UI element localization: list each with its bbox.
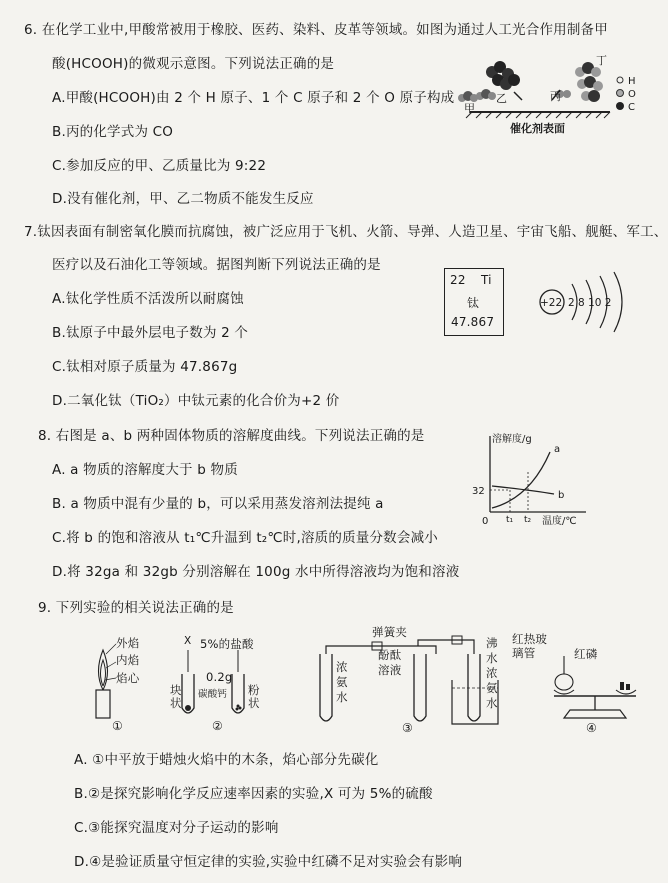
- x-axis-label: 温度/℃: [542, 516, 577, 527]
- label-phenolphthalein: 酚酞溶液: [378, 648, 402, 677]
- label-outer-flame: 外焰: [116, 636, 140, 650]
- flame-outer: [99, 650, 108, 690]
- q6-stem-line1: 6. 在化学工业中,甲酸常被用于橡胶、医药、染料、皮革等领域。如图为通过人工光合作用制备甲: [24, 22, 608, 38]
- nucleus-charge: +22: [540, 297, 563, 309]
- titanium-atom-structure: [528, 270, 640, 334]
- curve-a: [492, 452, 550, 508]
- label-spring-clip: 弹簧夹: [372, 625, 408, 639]
- solubility-curve-graph: [470, 428, 600, 528]
- tube-ammonia-2: [468, 654, 480, 721]
- q9-option-c: C.③能探究温度对分子运动的影响: [74, 820, 279, 836]
- q7-stem-line2: 医疗以及石油化工等领域。据图判断下列说法正确的是: [52, 257, 381, 273]
- label-hot-glass-tube: 红热玻璃管: [512, 632, 548, 660]
- label-ding: 丁: [596, 54, 607, 67]
- element-symbol: Ti: [481, 273, 492, 287]
- label-bing: 丙: [550, 90, 561, 103]
- element-card-titanium: [444, 268, 504, 336]
- q7-option-b: B.钛原子中最外层电子数为 2 个: [52, 325, 249, 341]
- legend-o: O: [628, 89, 636, 100]
- t2-label: t₂: [524, 515, 532, 525]
- label-flame-core: 焰心: [116, 671, 140, 685]
- q9-option-a: A. ①中平放于蜡烛火焰中的木条，焰心部分先碳化: [74, 752, 379, 768]
- curve-b-label: b: [558, 490, 565, 501]
- label-inner-flame: 内焰: [116, 653, 140, 667]
- flame-inner: [101, 660, 106, 686]
- q6-option-d: D.没有催化剂，甲、乙二物质不能发生反应: [52, 191, 314, 207]
- label-ammonia-right: 浓氨水: [486, 666, 498, 710]
- candle-body: [96, 690, 110, 718]
- label-hcl: 5%的盐酸: [200, 637, 254, 651]
- molecule-ding: [575, 62, 603, 102]
- q7-option-a: A.钛化学性质不活泼所以耐腐蚀: [52, 291, 244, 307]
- fig4-number: ④: [586, 721, 597, 735]
- fig1-number: ①: [112, 719, 123, 733]
- q6-molecule-diagram: [440, 52, 660, 144]
- label-mass: 0.2g: [206, 670, 233, 684]
- label-caco3: 碳酸钙: [198, 689, 228, 700]
- label-powder: 粉状: [248, 683, 260, 710]
- q8-option-b: B. a 物质中混有少量的 b，可以采用蒸发溶剂法提纯 a: [52, 496, 384, 512]
- label-lump: 块状: [170, 683, 182, 710]
- q9-option-d: D.④是验证质量守恒定律的实验,实验中红磷不足对实验会有影响: [74, 854, 463, 870]
- q8-option-c: C.将 b 的饱和溶液从 t₁℃升温到 t₂℃时,溶质的质量分数会减小: [52, 530, 438, 546]
- curve-a-label: a: [554, 444, 561, 455]
- y-tick-32: 32: [472, 486, 485, 497]
- element-name: 钛: [467, 296, 480, 310]
- element-number: 22: [450, 273, 466, 287]
- q8-option-a: A. a 物质的溶解度大于 b 物质: [52, 462, 238, 478]
- label-ammonia-left: 浓氨水: [336, 660, 348, 704]
- q7-stem-line1: 7.钛因表面有制密氧化膜而抗腐蚀，被广泛应用于飞机、火箭、导弹、人造卫星、宇宙飞船、舰艇、军工、: [24, 224, 668, 240]
- molecule-jia: [458, 89, 496, 102]
- catalyst-surface-label: 催化剂表面: [510, 122, 565, 135]
- tube-phenol-2: [414, 654, 426, 721]
- label-red-phosphorus: 红磷: [574, 647, 598, 661]
- q6-option-a: A.甲酸(HCOOH)由 2 个 H 原子、1 个 C 原子和 2 个 O 原子构成: [52, 90, 455, 106]
- q8-option-d: D.将 32ga 和 32gb 分别溶解在 100g 水中所得溶液均为饱和溶液: [52, 564, 460, 580]
- tube-ammonia-1: [320, 654, 332, 721]
- molecule-yi: [486, 61, 520, 90]
- legend-c: C: [628, 102, 635, 113]
- fig2-x-label: X: [184, 635, 192, 647]
- curve-b: [492, 486, 554, 494]
- q7-option-c: C.钛相对原子质量为 47.867g: [52, 359, 238, 375]
- element-mass: 47.867: [451, 315, 495, 329]
- flask: [555, 674, 573, 690]
- q6-option-c: C.参加反应的甲、乙质量比为 9:22: [52, 158, 267, 174]
- origin-label: 0: [482, 516, 489, 527]
- q9-stem: 9. 下列实验的相关说法正确的是: [38, 600, 234, 616]
- q8-stem: 8. 右图是 a、b 两种固体物质的溶解度曲线。下列说法正确的是: [38, 428, 425, 444]
- q6-stem-line2: 酸(HCOOH)的微观示意图。下列说法正确的是: [52, 56, 335, 72]
- q6-option-b: B.丙的化学式为 CO: [52, 124, 174, 140]
- q7-option-d: D.二氧化钛（TiO₂）中钛元素的化合价为+2 价: [52, 393, 340, 409]
- label-jia: 甲: [464, 102, 475, 115]
- balance-base: [564, 710, 626, 718]
- q9-option-b: B.②是探究影响化学反应速率因素的实验,X 可为 5%的硫酸: [74, 786, 433, 802]
- label-boiling-water: 沸水: [486, 636, 498, 665]
- fig3-number: ③: [402, 721, 413, 735]
- fig2-number: ②: [212, 719, 223, 733]
- electron-shells: 2 8 10 2: [568, 297, 612, 309]
- legend-h: H: [628, 76, 636, 87]
- label-yi: 乙: [496, 92, 507, 105]
- y-axis-label: 溶解度/g: [492, 434, 532, 445]
- t1-label: t₁: [506, 515, 514, 525]
